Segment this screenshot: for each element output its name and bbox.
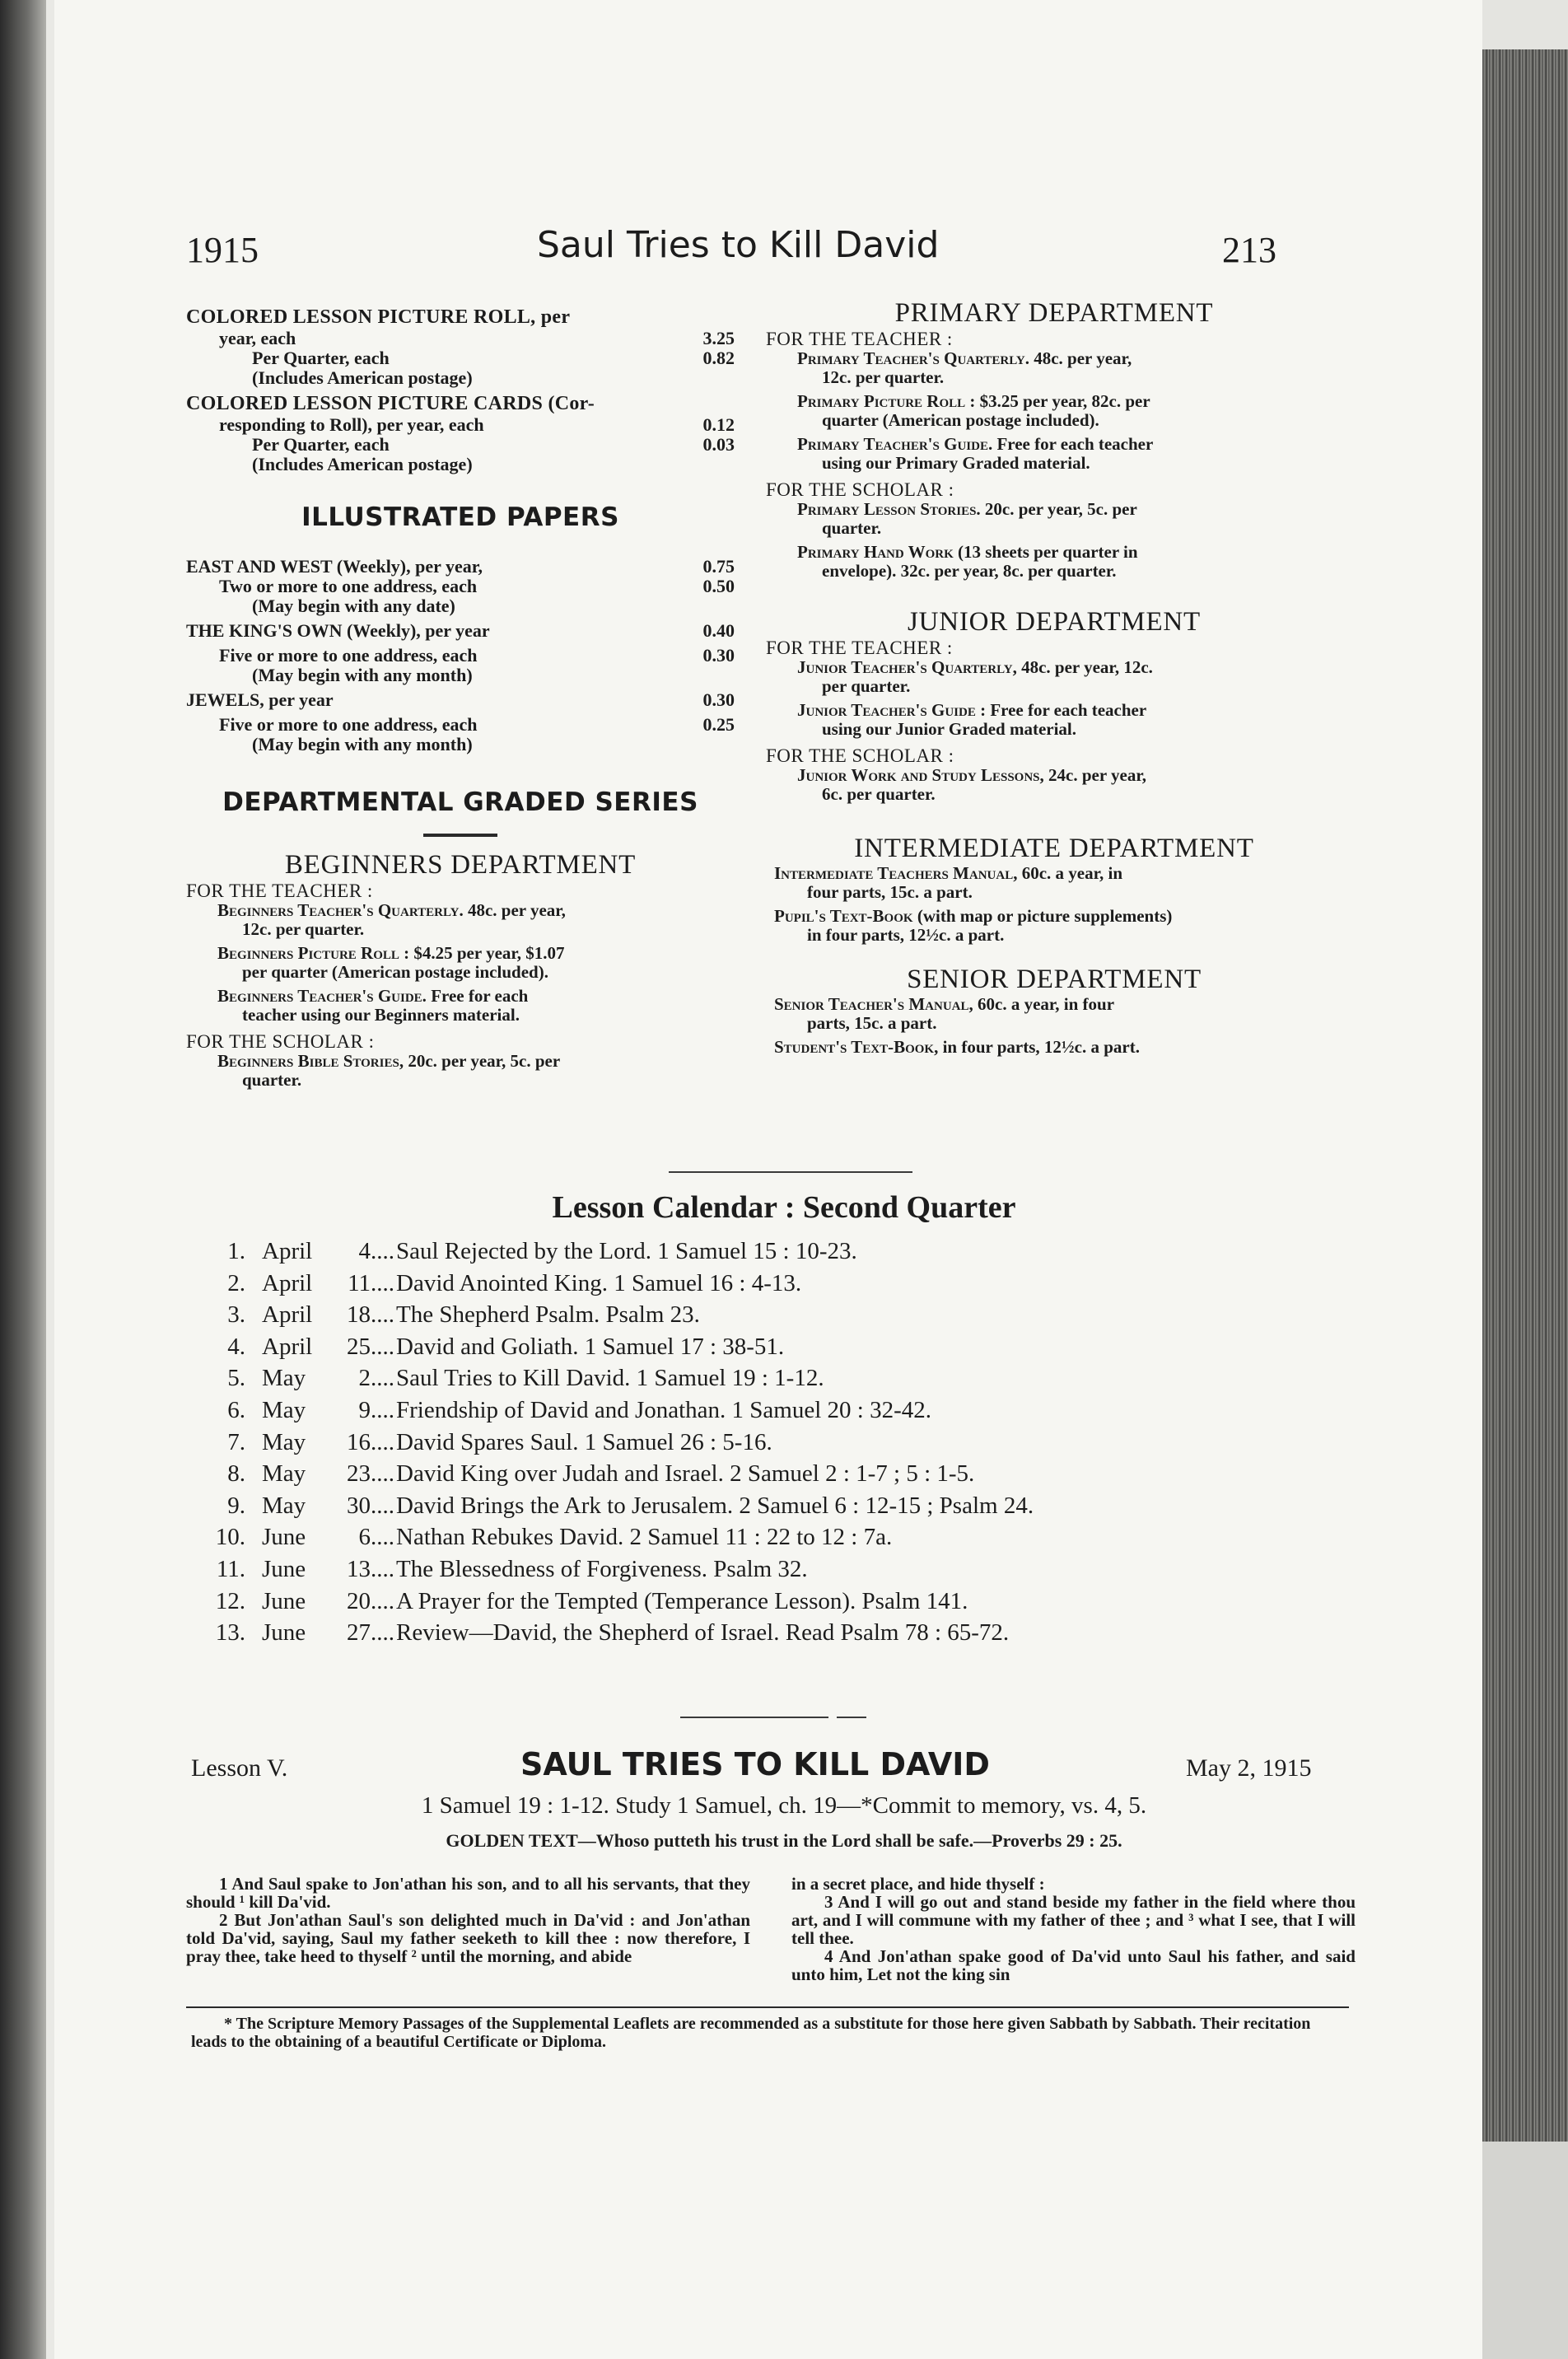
- running-header: [0, 224, 1568, 278]
- calendar-month: May: [262, 1492, 306, 1519]
- entry-note: (Includes American postage): [252, 454, 473, 474]
- picture-roll-entry: [186, 306, 735, 388]
- junior-teacher-item: Junior Teacher's Quarterly, 48c. per year, 12c. per quarter.: [797, 657, 1153, 696]
- paper-note: (May begin with any month): [252, 734, 473, 754]
- calendar-month: April: [262, 1269, 313, 1296]
- left-column: [186, 306, 735, 1090]
- senior-item: Student's Text-Book, in four parts, 12½c. a part.: [774, 1037, 1140, 1057]
- calendar-lesson: David Spares Saul. 1 Samuel 26 : 5-16.: [396, 1428, 772, 1455]
- paper-entry: [186, 621, 735, 685]
- calendar-day: 4: [358, 1238, 371, 1264]
- calendar-month: June: [262, 1619, 306, 1647]
- scholar-label: FOR THE SCHOLAR :: [766, 479, 954, 500]
- entry-line: [186, 329, 735, 348]
- intermediate-item: Pupil's Text-Book (with map or picture supplements) in four parts, 12½c. a part.: [774, 906, 1173, 945]
- paper-entry: [186, 557, 735, 616]
- scholar-label: FOR THE SCHOLAR :: [766, 745, 954, 766]
- calendar-day: 30: [347, 1492, 371, 1519]
- verse: 1 And Saul spake to Jon'athan his son, and to all his servants, that they should ¹ kill Da'vid.: [186, 1874, 750, 1912]
- fore-edge-top: [1482, 0, 1568, 49]
- calendar-month: June: [262, 1524, 306, 1551]
- verse: 3 And I will go out and stand beside my father in the field where thou art, and I will commune with my father of thee ; and ³ what I see, that I will tell thee.: [791, 1892, 1356, 1948]
- calendar-number: 3.: [227, 1301, 245, 1329]
- calendar-number: 8.: [227, 1460, 245, 1488]
- section-divider: [669, 1171, 912, 1173]
- calendar-number: 4.: [227, 1333, 245, 1360]
- calendar-lesson: Friendship of David and Jonathan. 1 Samuel 20 : 32-42.: [396, 1396, 931, 1423]
- header-year: 1915: [186, 230, 259, 270]
- right-column: [766, 298, 1342, 1057]
- calendar-number: 7.: [227, 1428, 245, 1455]
- calendar-day: 23: [347, 1460, 371, 1488]
- calendar-month: May: [262, 1428, 306, 1455]
- illustrated-papers-heading: ILLUSTRATED PAPERS: [301, 502, 619, 532]
- senior-item: Senior Teacher's Manual, 60c. a year, in four parts, 15c. a part.: [774, 994, 1115, 1033]
- calendar-row: [188, 1553, 1341, 1586]
- paper-entry: [186, 690, 735, 754]
- calendar-lesson: Review—David, the Shepherd of Israel. Read Psalm 78 : 65-72.: [396, 1619, 1010, 1647]
- leader-dots: ....: [371, 1619, 394, 1647]
- calendar-number: 12.: [215, 1587, 245, 1614]
- lesson-calendar: [188, 1236, 1341, 1649]
- leader-dots: ....: [371, 1524, 394, 1551]
- leader-dots: ....: [371, 1333, 394, 1360]
- book-spine-shadow: [0, 0, 49, 2359]
- entry-sub-line: [186, 348, 735, 368]
- paper-sub-line: Five or more to one address, each 0.25: [219, 714, 735, 735]
- calendar-day: 18: [347, 1301, 371, 1329]
- calendar-day: 25: [347, 1333, 371, 1360]
- calendar-row: [188, 1236, 1341, 1268]
- beginners-scholar-item: Beginners Bible Stories, 20c. per year, 5c. per quarter.: [217, 1051, 561, 1090]
- graded-series-heading: DEPARTMENTAL GRADED SERIES: [222, 787, 698, 817]
- paper-note: (May begin with any date): [252, 596, 455, 616]
- calendar-row: [188, 1331, 1341, 1363]
- calendar-number: 13.: [215, 1619, 245, 1647]
- entry-note: (Includes American postage): [252, 367, 473, 388]
- paper-sub-line: Five or more to one address, each 0.30: [219, 645, 735, 666]
- calendar-row: [188, 1299, 1341, 1331]
- entry-label: year, each: [219, 328, 296, 348]
- calendar-month: May: [262, 1396, 306, 1423]
- beginners-teacher-item: Beginners Teacher's Quarterly. 48c. per year, 12c. per quarter.: [217, 900, 566, 939]
- entry-label: responding to Roll), per year, each: [219, 414, 484, 435]
- entry-price: 0.12: [702, 414, 735, 435]
- fore-edge-bottom: [1482, 2142, 1568, 2359]
- leader-dots: ....: [371, 1238, 394, 1264]
- verse-continuation: in a secret place, and hide thyself :: [791, 1874, 1045, 1894]
- calendar-row: [188, 1458, 1341, 1490]
- header-title: Saul Tries to Kill David: [537, 224, 940, 266]
- entry-sub-label: Per Quarter, each: [252, 434, 390, 455]
- primary-teacher-item: Primary Picture Roll : $3.25 per year, 82c. per quarter (American postage included).: [797, 391, 1150, 430]
- leader-dots: ....: [371, 1301, 394, 1329]
- calendar-lesson: David and Goliath. 1 Samuel 17 : 38-51.: [396, 1333, 785, 1360]
- calendar-month: June: [262, 1555, 306, 1582]
- primary-teacher-item: Primary Teacher's Guide. Free for each teacher using our Primary Graded material.: [797, 434, 1154, 473]
- paper-line: EAST AND WEST (Weekly), per year, 0.75: [186, 556, 735, 577]
- leader-dots: ....: [371, 1269, 394, 1296]
- calendar-lesson: A Prayer for the Tempted (Temperance Lesson). Psalm 141.: [396, 1587, 968, 1614]
- leader-dots: ....: [371, 1587, 394, 1614]
- papers-list: [186, 557, 735, 754]
- calendar-month: May: [262, 1460, 306, 1488]
- calendar-number: 5.: [227, 1365, 245, 1392]
- verse: 2 But Jon'athan Saul's son delighted much in Da'vid : and Jon'athan told Da'vid, saying, Saul my father seeketh to kill thee : now therefore, I pray thee, take heed to thyself ² until the morning, and abide: [186, 1910, 750, 1966]
- calendar-number: 10.: [215, 1524, 245, 1551]
- paper-sub-line: Two or more to one address, each 0.50: [219, 576, 735, 596]
- primary-scholar-item: Primary Lesson Stories. 20c. per year, 5c. per quarter.: [797, 499, 1137, 538]
- section-divider: [680, 1717, 828, 1718]
- beginners-teacher-item: Beginners Picture Roll : $4.25 per year, $1.07 per quarter (American postage included).: [217, 943, 565, 982]
- primary-teacher-item: Primary Teacher's Quarterly. 48c. per year, 12c. per quarter.: [797, 348, 1132, 387]
- calendar-lesson: David King over Judah and Israel. 2 Samuel 2 : 1-7 ; 5 : 1-5.: [396, 1460, 975, 1488]
- leader-dots: ....: [371, 1460, 394, 1488]
- calendar-day: 2: [358, 1365, 371, 1392]
- entry-price: 3.25: [702, 328, 735, 348]
- beginners-heading: BEGINNERS DEPARTMENT: [284, 850, 637, 880]
- calendar-lesson: The Blessedness of Forgiveness. Psalm 32.: [396, 1555, 808, 1582]
- paper-line: THE KING'S OWN (Weekly), per year 0.40: [186, 620, 735, 641]
- calendar-month: April: [262, 1238, 313, 1264]
- verses-right-column: [791, 1875, 1356, 1983]
- calendar-day: 16: [347, 1428, 371, 1455]
- calendar-month: April: [262, 1333, 313, 1360]
- page-number: 213: [1222, 230, 1276, 270]
- leader-dots: ....: [371, 1428, 394, 1455]
- calendar-row: [188, 1427, 1341, 1459]
- junior-heading: JUNIOR DEPARTMENT: [907, 607, 1201, 637]
- footnote-rule: [186, 2006, 1349, 2008]
- paper-line: JEWELS, per year 0.30: [186, 689, 735, 710]
- calendar-number: 2.: [227, 1269, 245, 1296]
- calendar-number: 6.: [227, 1396, 245, 1423]
- calendar-month: April: [262, 1301, 313, 1329]
- entry-sub-price: 0.82: [702, 348, 735, 368]
- calendar-day: 6: [358, 1524, 371, 1551]
- calendar-day: 13: [347, 1555, 371, 1582]
- calendar-number: 1.: [227, 1238, 245, 1264]
- leader-dots: ....: [371, 1365, 394, 1392]
- entry-line: [186, 415, 735, 435]
- calendar-row: [188, 1490, 1341, 1522]
- calendar-row: [188, 1362, 1341, 1394]
- scripture-verses: [186, 1875, 1356, 1983]
- calendar-month: June: [262, 1587, 306, 1614]
- entry-sub-line: [186, 435, 735, 455]
- calendar-row: [188, 1394, 1341, 1427]
- calendar-day: 11: [348, 1269, 371, 1296]
- intermediate-heading: INTERMEDIATE DEPARTMENT: [854, 834, 1254, 863]
- calendar-day: 27: [347, 1619, 371, 1647]
- lesson-number: Lesson V.: [191, 1754, 288, 1782]
- junior-teacher-item: Junior Teacher's Guide : Free for each teacher using our Junior Graded material.: [797, 700, 1147, 739]
- lesson-date: May 2, 1915: [1186, 1754, 1312, 1782]
- teacher-label: FOR THE TEACHER :: [186, 881, 373, 901]
- junior-scholar-item: Junior Work and Study Lessons, 24c. per year, 6c. per quarter.: [797, 765, 1146, 804]
- calendar-lesson: The Shepherd Psalm. Psalm 23.: [396, 1301, 700, 1329]
- leader-dots: ....: [371, 1396, 394, 1423]
- lesson-title: SAUL TRIES TO KILL DAVID: [520, 1746, 990, 1782]
- entry-sub-label: Per Quarter, each: [252, 348, 390, 368]
- calendar-title: Lesson Calendar : Second Quarter: [552, 1190, 1016, 1225]
- calendar-number: 11.: [216, 1555, 245, 1582]
- verses-left-column: [186, 1875, 750, 1983]
- paper-note: (May begin with any month): [252, 665, 473, 685]
- calendar-month: May: [262, 1365, 306, 1392]
- calendar-lesson: David Anointed King. 1 Samuel 16 : 4-13.: [396, 1269, 802, 1296]
- calendar-lesson: Nathan Rebukes David. 2 Samuel 11 : 22 to 12 : 7a.: [396, 1524, 893, 1551]
- primary-heading: PRIMARY DEPARTMENT: [894, 298, 1214, 328]
- intermediate-item: Intermediate Teachers Manual, 60c. a year, in four parts, 15c. a part.: [774, 863, 1123, 902]
- entry-title: COLORED LESSON PICTURE CARDS (Cor-: [186, 393, 595, 414]
- calendar-day: 9: [358, 1396, 371, 1423]
- beginners-teacher-item: Beginners Teacher's Guide. Free for each teacher using our Beginners material.: [217, 986, 529, 1025]
- entry-title: COLORED LESSON PICTURE ROLL, per: [186, 306, 571, 328]
- calendar-row: [188, 1268, 1341, 1300]
- calendar-lesson: Saul Tries to Kill David. 1 Samuel 19 : 1-12.: [396, 1365, 824, 1392]
- golden-text: GOLDEN TEXT—Whoso putteth his trust in the Lord shall be safe.—Proverbs 29 : 25.: [446, 1830, 1122, 1851]
- entry-sub-price: 0.03: [702, 434, 735, 455]
- heading-rule: [423, 834, 497, 837]
- calendar-row: [188, 1617, 1341, 1649]
- leader-dots: ....: [371, 1492, 394, 1519]
- verse: 4 And Jon'athan spake good of Da'vid unto Saul his father, and said unto him, Let not the king sin: [791, 1946, 1356, 1984]
- fore-edge: [1482, 0, 1568, 2359]
- teacher-label: FOR THE TEACHER :: [766, 638, 953, 658]
- section-divider-short: [837, 1717, 866, 1718]
- scholar-label: FOR THE SCHOLAR :: [186, 1031, 375, 1052]
- senior-heading: SENIOR DEPARTMENT: [907, 965, 1202, 994]
- primary-scholar-item: Primary Hand Work (13 sheets per quarter in envelope). 32c. per year, 8c. per quarter.: [797, 542, 1138, 581]
- calendar-lesson: Saul Rejected by the Lord. 1 Samuel 15 : 10-23.: [396, 1238, 857, 1264]
- calendar-lesson: David Brings the Ark to Jerusalem. 2 Samuel 6 : 12-15 ; Psalm 24.: [396, 1492, 1034, 1519]
- lesson-reference: 1 Samuel 19 : 1-12. Study 1 Samuel, ch. 19—*Commit to memory, vs. 4, 5.: [421, 1792, 1147, 1819]
- leader-dots: ....: [371, 1555, 394, 1582]
- calendar-number: 9.: [227, 1492, 245, 1519]
- teacher-label: FOR THE TEACHER :: [766, 329, 953, 349]
- lesson-heading-row: [0, 1746, 1568, 1787]
- picture-cards-entry: [186, 393, 735, 474]
- calendar-row: [188, 1521, 1341, 1553]
- calendar-row: [188, 1586, 1341, 1618]
- calendar-day: 20: [347, 1587, 371, 1614]
- footnote: * The Scripture Memory Passages of the Supplemental Leaflets are recommended as a substitute for those here given Sabbath by Sabbath. Their recitation leads to the obtaining of a beautiful Certificate or Diploma.: [191, 2015, 1311, 2051]
